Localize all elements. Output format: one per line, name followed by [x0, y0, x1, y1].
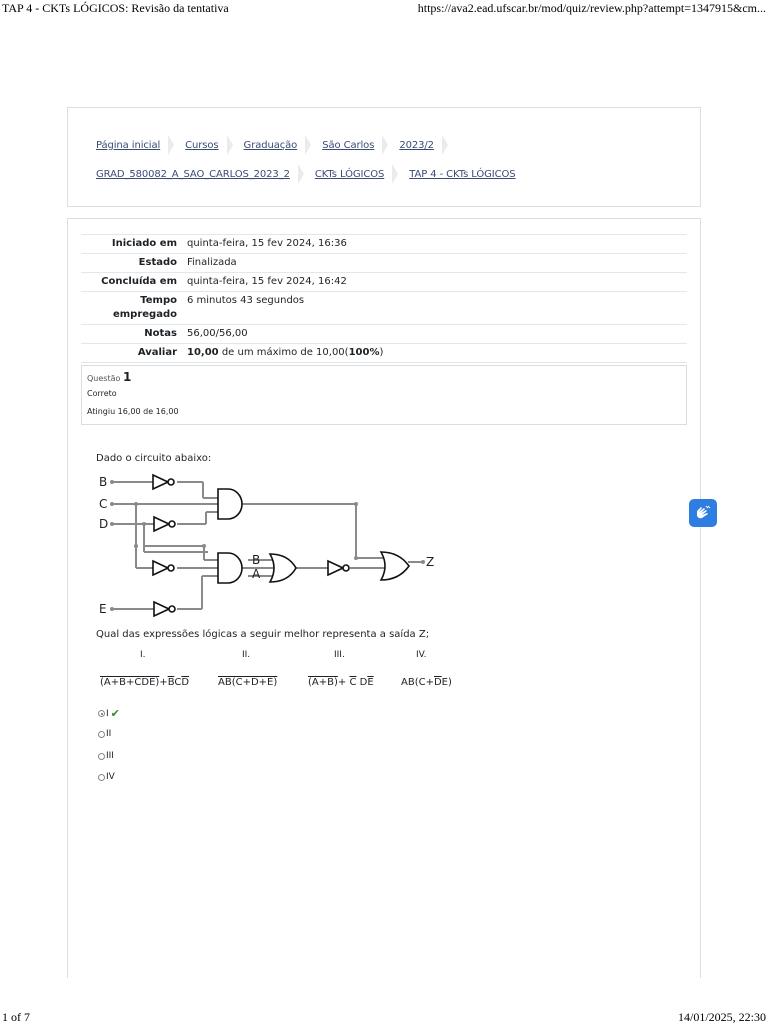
table-row: [81, 254, 687, 273]
time-label-line-2: empregado: [112, 309, 177, 320]
breadcrumb-separator: [168, 135, 174, 155]
answer-option-1[interactable]: [98, 707, 120, 720]
breadcrumb-quiz[interactable]: TAP 4 - CKTs LÓGICOS: [409, 168, 516, 180]
option-heading-2: II.: [242, 650, 251, 660]
breadcrumb-home[interactable]: Página inicial: [96, 139, 161, 151]
table-row: [81, 273, 687, 292]
circuit-label-d: D: [99, 517, 109, 531]
question-label: Questão: [87, 374, 121, 383]
completed-label: Concluída em: [101, 276, 177, 287]
marks-value: 56,00/56,00: [187, 328, 248, 339]
grade-value: [187, 344, 687, 363]
grade-percent: 100%: [348, 347, 380, 358]
table-row: [81, 235, 687, 254]
answer-option-label: I: [106, 708, 109, 719]
breadcrumb: [96, 135, 459, 155]
logic-circuit-diagram: [98, 472, 438, 622]
breadcrumb-separator: [227, 135, 233, 155]
table-row: [81, 325, 687, 344]
question-state: Correto: [87, 389, 117, 398]
breadcrumb-row-2: [96, 164, 516, 184]
circuit-label-gate-b: B: [252, 553, 261, 567]
circuit-label-c: C: [99, 497, 108, 511]
quiz-review-card: [67, 218, 701, 978]
print-header-url: https://ava2.ead.ufscar.br/mod/quiz/review.php?attempt=1347915&cm...: [417, 1, 766, 15]
answer-option-label: III: [106, 751, 114, 761]
radio-button[interactable]: [98, 774, 105, 781]
question-number: [87, 370, 131, 384]
question-number-value: 1: [122, 370, 132, 384]
accessibility-button[interactable]: [689, 499, 717, 527]
expression-1: $(A+B+CDE)+\overline{B}C\overline{D}$: [100, 677, 190, 688]
circuit-label-gate-a: A: [252, 567, 261, 581]
option-heading-3: III.: [334, 650, 345, 660]
breadcrumb-semester[interactable]: 2023/2: [399, 139, 434, 151]
started-label: Iniciado em: [111, 238, 177, 249]
option-heading-4: IV.: [416, 650, 427, 660]
print-footer-datetime: 14/01/2025, 22:30: [677, 1010, 766, 1024]
breadcrumb-separator: [305, 135, 311, 155]
breadcrumb-separator: [392, 164, 398, 184]
answer-option-label: II: [106, 729, 112, 739]
radio-button[interactable]: [98, 731, 105, 738]
breadcrumb-separator: [298, 164, 304, 184]
print-header-title: TAP 4 - CKTs LÓGICOS: Revisão da tentativa: [2, 1, 229, 15]
circuit-label-z: Z: [426, 555, 435, 569]
breadcrumb-card: [67, 107, 701, 207]
breadcrumb-cursos[interactable]: Cursos: [185, 139, 219, 151]
option-heading-1: I.: [140, 650, 146, 660]
question-info-box: [81, 365, 687, 425]
table-row: [81, 344, 687, 363]
radio-button-selected[interactable]: [98, 710, 105, 717]
question-mark: Atingiu 16,00 de 16,00: [87, 407, 179, 416]
check-icon: ✔: [110, 707, 120, 720]
time-taken-label: [81, 292, 187, 325]
table-row: [81, 292, 687, 325]
print-footer-page: 1 of 7: [2, 1010, 30, 1024]
grade-close: ): [379, 347, 384, 358]
question-text: Dado o circuito abaixo:: [96, 453, 212, 464]
time-taken-value: 6 minutos 43 segundos: [187, 295, 305, 306]
attempt-summary-table: [81, 234, 687, 363]
time-label-line-1: Tempo: [140, 295, 177, 306]
answer-option-2[interactable]: [98, 729, 111, 739]
state-label: Estado: [138, 257, 177, 268]
breadcrumb-separator: [382, 135, 388, 155]
breadcrumb-sao-carlos[interactable]: São Carlos: [322, 139, 375, 151]
grade-max: de um máximo de 10,00(: [218, 347, 349, 358]
expression-3: $(A+B)+ \overline{C}$ $D\overline{E}$: [308, 677, 374, 688]
grade-score: 10,00: [187, 347, 219, 358]
sign-language-hand-icon: [694, 504, 712, 522]
breadcrumb-graduacao[interactable]: Graduação: [243, 139, 298, 151]
radio-button[interactable]: [98, 753, 105, 760]
expression-2: AB(C+D+E): [218, 677, 278, 688]
grade-label: Avaliar: [137, 347, 177, 358]
answer-option-label: IV: [106, 772, 115, 782]
breadcrumb-separator: [442, 135, 448, 155]
circuit-label-e: E: [99, 602, 107, 616]
answer-option-3[interactable]: [98, 751, 114, 761]
started-value: quinta-feira, 15 fev 2024, 16:36: [187, 238, 347, 249]
breadcrumb-course[interactable]: CKTs LÓGICOS: [314, 168, 385, 180]
circuit-label-b: B: [99, 475, 108, 489]
marks-label: Notas: [144, 328, 177, 339]
expression-4: $AB(C+\overline{D}E)$: [401, 677, 452, 688]
question-prompt: Qual das expressões lógicas a seguir melhor representa a saída Z;: [96, 629, 430, 640]
state-value: Finalizada: [187, 257, 237, 268]
answer-option-4[interactable]: [98, 772, 115, 782]
completed-value: quinta-feira, 15 fev 2024, 16:42: [187, 276, 347, 287]
breadcrumb-course-code[interactable]: GRAD_580082_A_SAO_CARLOS_2023_2: [96, 168, 290, 180]
